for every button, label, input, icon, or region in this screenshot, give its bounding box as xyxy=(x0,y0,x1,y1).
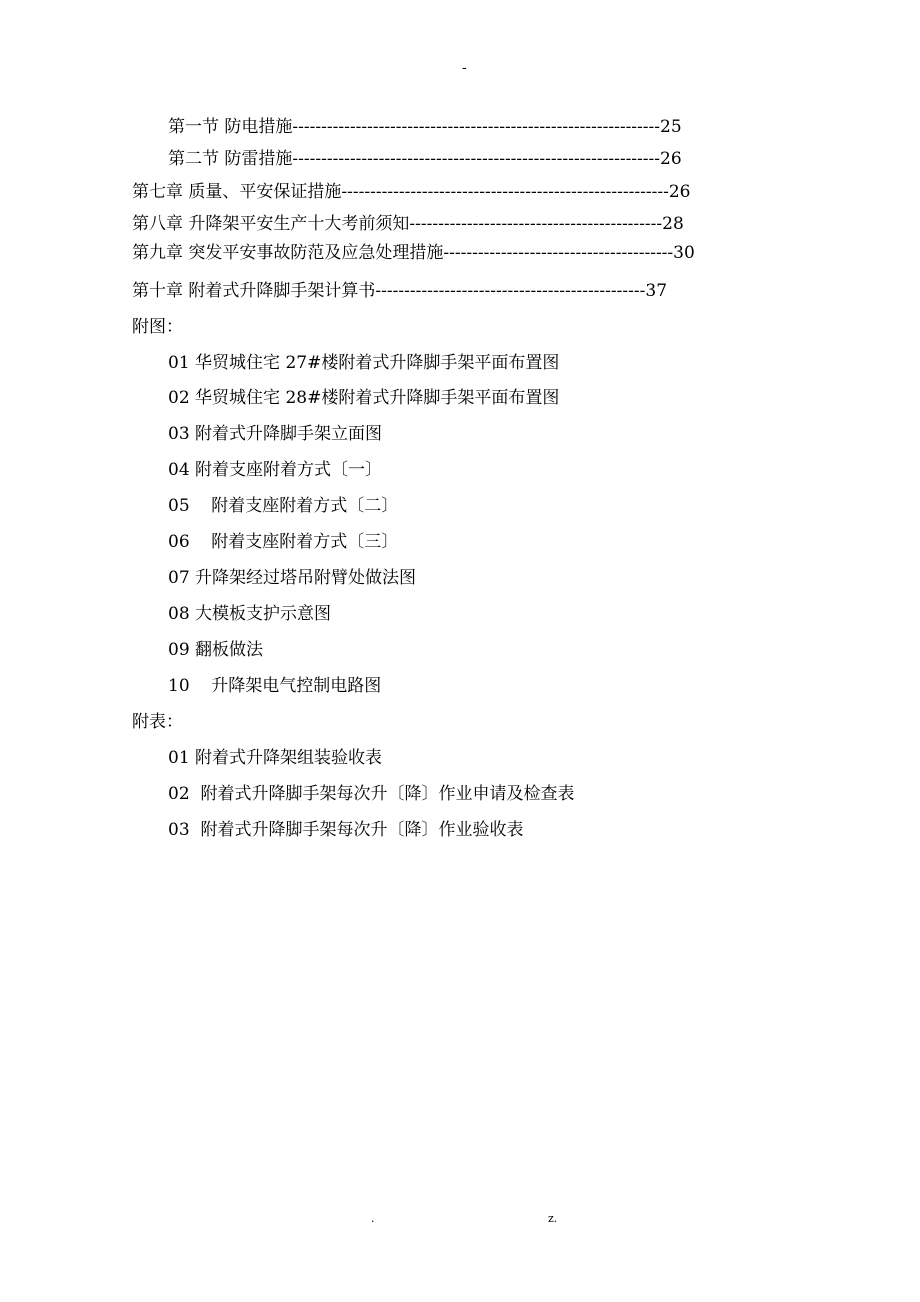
figure-item: 10 升降架电气控制电路图 xyxy=(168,676,382,696)
figure-item: 04 附着支座附着方式〔一〕 xyxy=(168,460,383,480)
tables-heading: 附表： xyxy=(132,712,183,732)
figure-item: 09 翻板做法 xyxy=(168,640,264,660)
table-item: 03 附着式升降脚手架每次升〔降〕作业验收表 xyxy=(168,820,524,840)
toc-entry-title: 第九章 突发平安事故防范及应急处理措施 xyxy=(132,243,444,263)
toc-entry[interactable] xyxy=(132,213,784,235)
toc-entry-page: 28 xyxy=(662,214,684,234)
footer-left-mark: . xyxy=(371,1212,375,1225)
toc-entry-page: 37 xyxy=(645,281,668,301)
toc-entry-title: 第七章 质量、平安保证措施 xyxy=(132,182,342,202)
figure-item: 06 附着支座附着方式〔三〕 xyxy=(168,532,399,552)
figure-item: 02 华贸城住宅 28#楼附着式升降脚手架平面布置图 xyxy=(168,388,560,408)
page-header-mark: - xyxy=(462,60,467,76)
toc-entry[interactable] xyxy=(132,280,786,302)
figure-item: 01 华贸城住宅 27#楼附着式升降脚手架平面布置图 xyxy=(168,353,560,373)
toc-entry-title: 第八章 升降架平安生产十大考前须知 xyxy=(132,214,410,234)
toc-entry-leader: --------------------------------------------------------- xyxy=(341,182,669,202)
toc-entry[interactable] xyxy=(132,181,794,203)
toc-entry-title: 第十章 附着式升降脚手架计算书 xyxy=(132,281,376,301)
toc-entry-title: 第二节 防雷措施 xyxy=(168,149,293,169)
toc-entry-leader: ---------------------------------------------------------------- xyxy=(292,149,661,169)
table-item: 01 附着式升降架组装验收表 xyxy=(168,748,383,768)
toc-entry-leader: ----------------------------------------------- xyxy=(375,281,646,301)
toc-entry[interactable] xyxy=(168,116,786,138)
toc-entry-leader: ---------------------------------------- xyxy=(443,243,674,263)
figure-item: 08 大模板支护示意图 xyxy=(168,604,332,624)
figure-item: 03 附着式升降脚手架立面图 xyxy=(168,424,383,444)
figure-item: 07 升降架经过塔吊附臂处做法图 xyxy=(168,568,417,588)
toc-entry[interactable] xyxy=(132,242,792,264)
toc-entry-page: 26 xyxy=(660,149,682,169)
footer-right-mark: z. xyxy=(548,1212,558,1225)
figures-heading: 附图： xyxy=(132,317,183,337)
toc-entry[interactable] xyxy=(168,148,786,170)
toc-entry-page: 30 xyxy=(673,243,695,263)
toc-entry-leader: ---------------------------------------------------------------- xyxy=(292,117,661,137)
figure-item: 05 附着支座附着方式〔二〕 xyxy=(168,496,399,516)
toc-entry-title: 第一节 防电措施 xyxy=(168,117,293,137)
toc-entry-page: 26 xyxy=(668,182,691,202)
toc-entry-page: 25 xyxy=(660,117,682,137)
table-item: 02 附着式升降脚手架每次升〔降〕作业申请及检查表 xyxy=(168,784,575,804)
toc-entry-leader: -------------------------------------------- xyxy=(409,214,663,234)
